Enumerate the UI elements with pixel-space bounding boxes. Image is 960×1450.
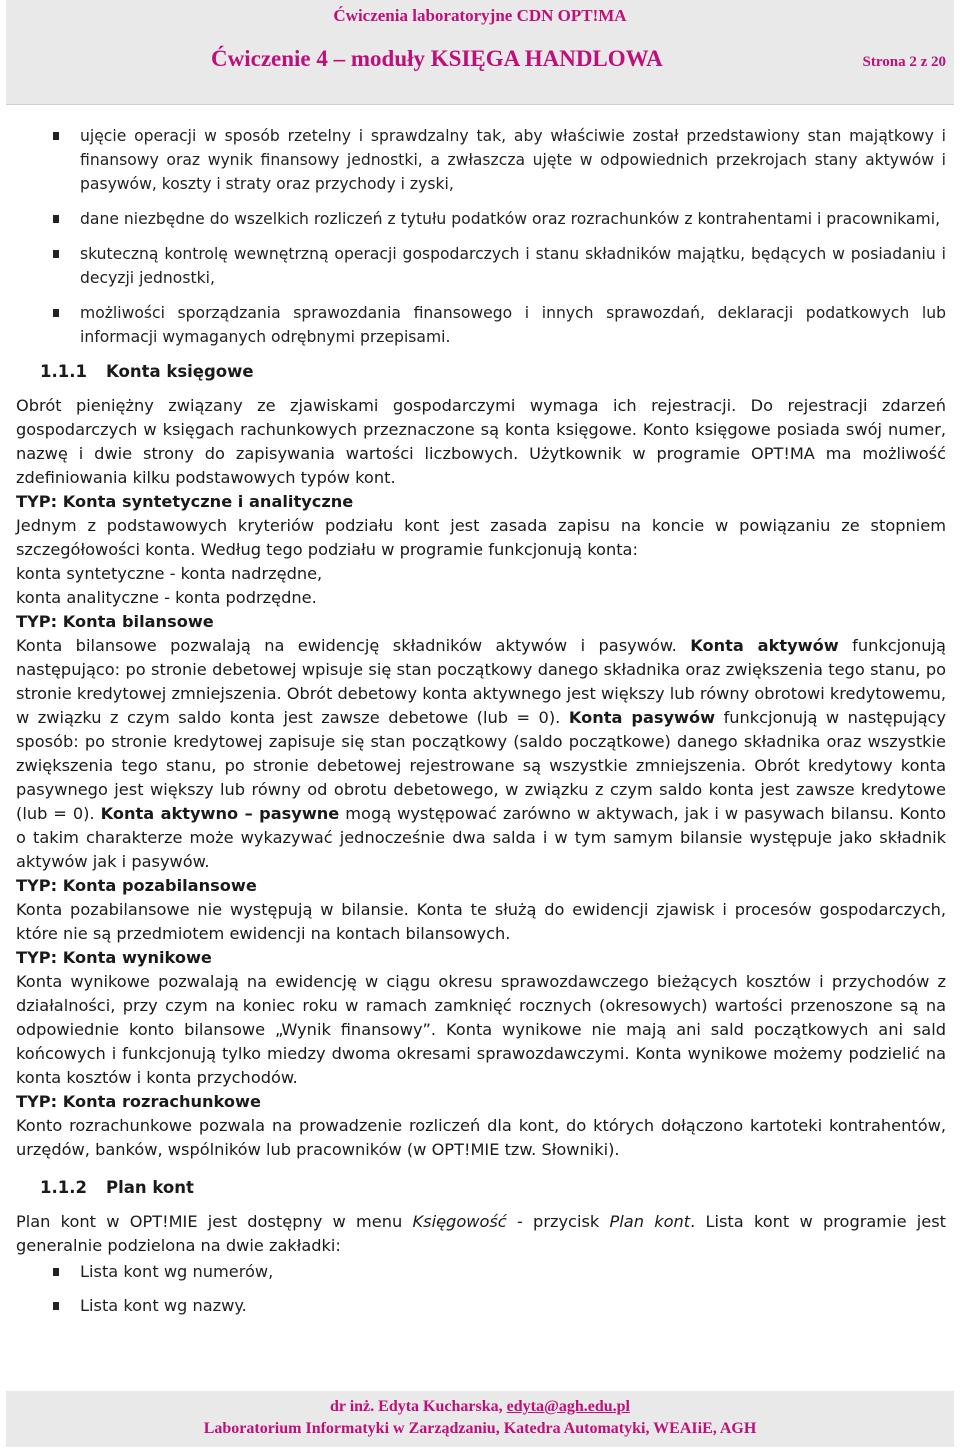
type-heading-pozabilansowe: TYP: Konta pozabilansowe (16, 876, 257, 895)
header-exercise-title: Ćwiczenie 4 – moduły KSIĘGA HANDLOWA (211, 46, 663, 71)
requirements-list (16, 124, 946, 349)
line-konta-analityczne: konta analityczne - konta podrzędne. (16, 588, 317, 607)
paragraph-intro: Obrót pieniężny związany ze zjawiskami gospodarczymi wymaga ich rejestracji. Do rejestracji zdarzeń gospodarczych w księgach rachunkowych przeznaczone są konta księgowe. Konto księgowe posiada swój numer, nazwę i dwie strony do zapisywania wartości liczbowych. Użytkownik w programie OPT!MA ma możliwość zdefiniowania kilku podstawowych typów kont. (16, 396, 946, 487)
paragraph-bilansowe (16, 634, 946, 874)
text-span: funkcjonują w następujący sposób: po stronie kredytowej zapisuje się stan początkowy (saldo początkowe) danego składnika oraz wszystkie zwiększenia tego stanu, po stronie debetowej rejestrowane są wszystkie zmniejszenia. Obrót kredytowy konta pasywnego jest większy lub równy od obrotu debetowego, w związku z czym saldo konta jest zawsze kredytowe (lub = 0). (16, 708, 946, 823)
list-item: Lista kont wg nazwy. (16, 1294, 946, 1318)
text-span: funkcjonują następująco: po stronie debetowej wpisuje się stan początkowy danego składnika oraz zwiększenia tego stanu, po stronie kredytowej zmniejszenia. Obrót debetowy konta aktywnego jest większy lub równy obrotowi kredytowemu, w związku z czym saldo konta jest zawsze debetowe (lub = 0). (16, 636, 946, 727)
list-item: ujęcie operacji w sposób rzetelny i sprawdzalny tak, aby właściwie został przedstawiony stan majątkowy i finansowy oraz wynik finansowy jednostki, a zwłaszcza ujęte w odpowiednich przekrojach stany aktywów i pasywów, koszty i straty oraz przychody i zyski, (16, 124, 946, 196)
text-span: - przycisk (516, 1212, 600, 1231)
section-heading-konta (40, 360, 946, 384)
text-span: mogą występować zarówno w aktywach, jak i w pasywach bilansu. Konto o takim charakterze może wykazywać jednocześnie dwa salda i w tym samym bilansie występuje jako składnik aktywów jak i pasywów. (16, 804, 946, 871)
page-header (6, 0, 954, 105)
paragraph-wynikowe: Konta wynikowe pozwalają na ewidencję w ciągu okresu sprawozdawczego bieżących kosztów i przychodów z działalności, przy czym na koniec roku w ramach zamknięć rocznych (okresowych) wartości przenoszone są na odpowiednie konto bilansowe „Wynik finansowy”. Konta wynikowe nie mają ani sald początkowych ani sald końcowych i funkcjonują tylko miedzy dwoma okresami sprawozdawczymi. Konta wynikowe możemy podzielić na konta kosztów i konta przychodów. (16, 972, 946, 1087)
section-number: 1.1.1 (40, 362, 87, 381)
page-footer (6, 1391, 954, 1447)
footer-author-line (6, 1398, 954, 1416)
list-item: skuteczną kontrolę wewnętrzną operacji gospodarczych i stanu składników majątku, będących w posiadaniu i decyzji jednostki, (16, 242, 946, 290)
footer-author: dr inż. Edyta Kucharska, (330, 1398, 503, 1415)
section-heading-plan-kont (40, 1176, 946, 1200)
paragraph-plan-kont (16, 1210, 946, 1258)
paragraph-pozabilansowe: Konta pozabilansowe nie występują w bilansie. Konta te służą do ewidencji zjawisk i procesów gospodarczych, które nie są przedmiotem ewidencji na kontach bilansowych. (16, 900, 946, 943)
document-body (16, 124, 946, 1326)
type-heading-rozrachunkowe: TYP: Konta rozrachunkowe (16, 1092, 261, 1111)
bold-term: Konta aktywów (690, 636, 839, 655)
footer-lab: Laboratorium Informatyki w Zarządzaniu, Katedra Automatyki, WEAIiE, AGH (203, 1420, 757, 1437)
type-heading-syntetyczne: TYP: Konta syntetyczne i analityczne (16, 492, 354, 511)
list-item: Lista kont wg numerów, (16, 1260, 946, 1284)
paragraph-syntetyczne: Jednym z podstawowych kryteriów podziału kont jest zasada zapisu na koncie w powiązaniu ze stopniem szczegółowości konta. Według tego podziału w programie funkcjonują konta: (16, 516, 946, 559)
bold-term: Konta aktywno – pasywne (100, 804, 340, 823)
list-item: możliwości sporządzania sprawozdania finansowego i innych sprawozdań, deklaracji podatkowych lub informacji wymaganych odrębnymi przepisami. (16, 301, 946, 349)
text-span: Konta bilansowe pozwalają na ewidencję składników aktywów i pasywów. (16, 636, 677, 655)
footer-email-link[interactable]: edyta@agh.edu.pl (506, 1398, 630, 1415)
type-heading-wynikowe: TYP: Konta wynikowe (16, 948, 212, 967)
bold-term: Konta pasywów (568, 708, 716, 727)
button-name: Plan kont (609, 1212, 691, 1231)
section-title: Plan kont (106, 1178, 194, 1197)
text-span: Plan kont w OPT!MIE jest dostępny w menu (16, 1212, 403, 1231)
header-page-number: Strona 2 z 20 (862, 54, 946, 70)
menu-name: Księgowość (412, 1212, 507, 1231)
section-title: Konta księgowe (106, 362, 254, 381)
tabs-list (16, 1260, 946, 1318)
text-span: . Lista kont w programie jest generalnie podzielona na dwie zakładki: (16, 1212, 947, 1255)
section-number: 1.1.2 (40, 1178, 87, 1197)
type-heading-bilansowe: TYP: Konta bilansowe (16, 612, 214, 631)
paragraph-rozrachunkowe: Konto rozrachunkowe pozwala na prowadzenie rozliczeń dla kont, do których dołączono kartoteki kontrahentów, urzędów, banków, wspólników lub pracowników (w OPT!MIE tzw. Słowniki). (16, 1116, 946, 1159)
header-course-title: Ćwiczenia laboratoryjne CDN OPT!MA (333, 6, 627, 25)
list-item: dane niezbędne do wszelkich rozliczeń z tytułu podatków oraz rozrachunków z kontrahentami i pracownikami, (16, 207, 946, 231)
line-konta-syntetyczne: konta syntetyczne - konta nadrzędne, (16, 564, 323, 583)
